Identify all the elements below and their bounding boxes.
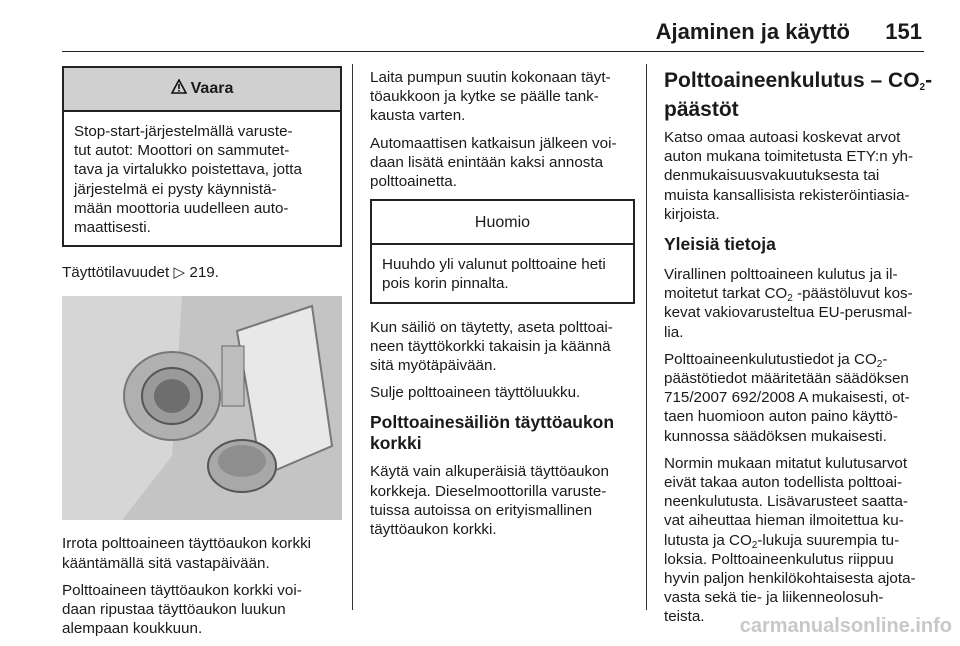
capacities-reference (62, 263, 342, 282)
page-header (0, 0, 960, 50)
paragraph-text: Virallinen polttoaineen kulutus ja il- moitetut tarkat CO (664, 266, 898, 303)
section-heading-line2: päästöt (664, 98, 739, 121)
section-heading (664, 68, 934, 93)
section-title: Ajaminen ja käyttö (655, 19, 850, 44)
paragraph: Sulje polttoaineen täyttöluukku. (370, 384, 581, 402)
column-2 (370, 68, 635, 547)
paragraph-text: -päästöluvut kos- kevat vakiovarusteltua EU-perusmal- lia. (664, 285, 913, 341)
subscript: 2 (751, 539, 758, 551)
note-body: Huuhdo yli valunut polttoaine heti pois korin pinnalta. (382, 256, 606, 293)
paragraph: Automaattisen katkaisun jälkeen voi- daan lisätä enintään kaksi annosta polttoainetta. (370, 134, 617, 191)
paragraph: Polttoaineen täyttöaukon korkki voi- daan ripustaa täyttöaukon luukun alempaan koukkuun. (62, 581, 302, 638)
fuel-cap-illustration (62, 296, 342, 520)
paragraph-text: -lukuja suurempia tu- loksia. Polttoaineenkulutus riippuu hyvin paljon henkilökohtaisesta ajota- vasta sekä tie- ja liikenneolosuh- teista. (664, 531, 916, 626)
heading-text: - (925, 69, 933, 92)
warning-box (62, 66, 342, 247)
note-box (370, 199, 635, 303)
column-3 (664, 68, 934, 635)
warning-title: Vaara (190, 80, 234, 98)
warning-box-header (64, 68, 340, 112)
warning-body: Stop-start-järjestelmällä varuste- tut autot: Moottori on sammutet- tava ja virtalukko poistettava, jotta järjestelmä ei pysty käynnistä- mään moottoria uudelleen auto- maattisesti. (74, 123, 302, 237)
subscript: 2 (787, 293, 793, 305)
column-divider (646, 64, 647, 610)
warning-triangle-icon (171, 79, 187, 98)
header-rule (62, 51, 924, 52)
paragraph: Käytä vain alkuperäisiä täyttöaukon korkkeja. Dieselmoottorilla varuste- tuissa autoissa on erityismallinen täyttöaukon korkki. (370, 463, 609, 539)
paragraph: Laita pumpun suutin kokonaan täyt- töaukkoon ja kytke se päälle tank- kausta varten. (370, 69, 611, 125)
page-number: 151 (885, 19, 922, 44)
paragraph-text: Normin mukaan mitatut kulutusarvot eivät takaa auton todellista polttoai- neenkulutusta. Lisävarusteet saatta- vat aiheuttaa hieman ilmoitettua ku- lutusta ja CO (664, 454, 908, 549)
capacities-text: Täyttötilavuudet (62, 264, 170, 282)
subheading: Yleisiä tietoja (664, 234, 776, 255)
subscript: 2 (876, 358, 883, 370)
paragraph: Kun säiliö on täytetty, aseta polttoai- neen täyttökorkki takaisin ja käännä sitä myötäpäivään. (370, 318, 613, 375)
column-1 (62, 66, 342, 646)
paragraph-text: Polttoaineenkulutustiedot ja CO (664, 350, 877, 368)
heading-text: Polttoaineenkulutus – CO (664, 69, 920, 92)
paragraph-text: - päästötiedot määritetään säädöksen 715/2007 692/2008 A mukaisesti, ot- taen huomioon auton paino käyttö- kunnossa säädöksen mukaisesti. (664, 350, 910, 445)
paragraph: Katso omaa autoasi koskevat arvot auton mukana toimitetusta ETY:n yh- denmukaisuusvakuutuksesta tai muista kansallisista rekisteröintiasia- kirjoista. (664, 129, 914, 223)
reference-arrow-icon: ▷ (173, 264, 186, 282)
heading-subscript: 2 (919, 82, 926, 93)
paragraph (664, 265, 934, 342)
capacities-page-ref[interactable]: 219. (189, 264, 219, 282)
section-heading: Polttoainesäiliön täyttöaukon korkki (370, 412, 615, 454)
watermark: carmanualsonline.info (739, 615, 952, 637)
paragraph: Irrota polttoaineen täyttöaukon korkki kääntämällä sitä vastapäivään. (62, 535, 312, 572)
note-box-header: Huomio (372, 201, 633, 245)
column-divider (352, 64, 353, 610)
paragraph (664, 350, 934, 446)
paragraph (664, 454, 934, 627)
